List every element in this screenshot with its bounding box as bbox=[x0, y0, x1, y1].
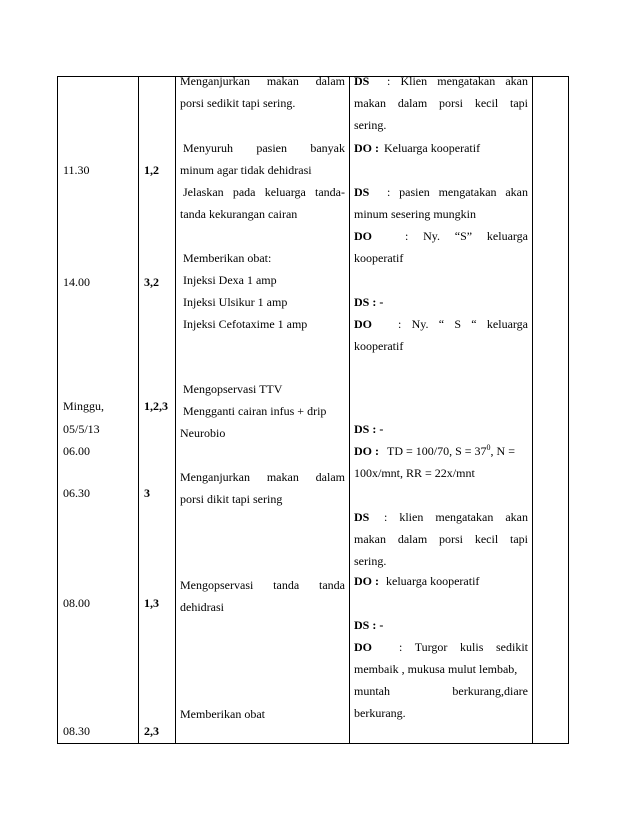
action-text: Injeksi Dexa 1 amp bbox=[183, 273, 277, 287]
ds-label: DS bbox=[354, 185, 370, 199]
action-text: porsi sedikit tapi sering. bbox=[180, 96, 296, 110]
action-text: Memberikan obat bbox=[180, 707, 265, 721]
evaluation-text: sering. bbox=[354, 554, 387, 568]
time-cell: 08.30 bbox=[63, 724, 90, 738]
evaluation-text: : Ny. “ S “ keluarga bbox=[398, 317, 528, 331]
do-label: DO bbox=[354, 229, 372, 243]
action-text: Menganjurkan makan dalam bbox=[180, 470, 345, 484]
evaluation-text: : Klien mengatakan akan bbox=[387, 74, 528, 88]
diagnosis-number: 3,2 bbox=[144, 275, 159, 289]
do-label: DO : bbox=[354, 444, 379, 458]
diagnosis-number: 3 bbox=[144, 486, 150, 500]
evaluation-text: berkurang. bbox=[354, 706, 406, 720]
column-divider bbox=[349, 77, 350, 743]
evaluation-text: kooperatif bbox=[354, 251, 404, 265]
evaluation-text: Keluarga kooperatif bbox=[384, 141, 481, 155]
diagnosis-number: 1,3 bbox=[144, 596, 159, 610]
column-divider bbox=[175, 77, 176, 743]
evaluation-text: muntah berkurang,diare bbox=[354, 684, 528, 698]
evaluation-text: 100x/mnt, RR = 22x/mnt bbox=[354, 466, 475, 480]
evaluation-text: keluarga kooperatif bbox=[386, 574, 480, 588]
action-text: minum agar tidak dehidrasi bbox=[180, 163, 312, 177]
action-text: Injeksi Ulsikur 1 amp bbox=[183, 295, 288, 309]
time-cell: 06.00 bbox=[63, 444, 90, 458]
do-label: DO : bbox=[354, 574, 379, 588]
action-text: Jelaskan pada keluarga tanda- bbox=[183, 185, 345, 199]
action-text: Injeksi Cefotaxime 1 amp bbox=[183, 317, 308, 331]
diagnosis-number: 2,3 bbox=[144, 724, 159, 738]
action-text: porsi dikit tapi sering bbox=[180, 492, 283, 506]
evaluation-text: sering. bbox=[354, 118, 387, 132]
diagnosis-number: 1,2 bbox=[144, 163, 159, 177]
evaluation-text: minum sesering mungkin bbox=[354, 207, 476, 221]
evaluation-text: : Turgor kulis sedikit bbox=[399, 640, 528, 654]
evaluation-text: TD = 100/70, $S = 37^0$, N = bbox=[387, 443, 515, 458]
action-text: Memberikan obat: bbox=[183, 251, 272, 265]
time-cell: 08.00 bbox=[63, 596, 90, 610]
time-cell: 06.30 bbox=[63, 486, 90, 500]
day-cell: Minggu, bbox=[63, 399, 105, 413]
ds-label: DS bbox=[354, 510, 370, 524]
action-text: Menganjurkan makan dalam bbox=[180, 74, 345, 88]
action-text: Mengganti cairan infus + drip bbox=[183, 404, 327, 418]
ds-label: DS : - bbox=[354, 618, 384, 632]
column-divider bbox=[138, 77, 139, 743]
action-text: tanda kekurangan cairan bbox=[180, 207, 298, 221]
diagnosis-number: 1,2,3 bbox=[144, 399, 168, 413]
do-label: DO bbox=[354, 317, 372, 331]
do-label: DO : bbox=[354, 141, 379, 155]
date-cell: 05/5/13 bbox=[63, 422, 100, 436]
evaluation-text: makan dalam porsi kecil tapi bbox=[354, 532, 528, 546]
evaluation-text: kooperatif bbox=[354, 339, 404, 353]
evaluation-text: : pasien mengatakan akan bbox=[387, 185, 528, 199]
action-text: Mengopservasi TTV bbox=[183, 382, 283, 396]
do-label: DO bbox=[354, 640, 372, 654]
evaluation-text: makan dalam porsi kecil tapi bbox=[354, 96, 528, 110]
ds-label: DS : - bbox=[354, 295, 384, 309]
ds-label: DS bbox=[354, 74, 370, 88]
ds-label: DS : - bbox=[354, 422, 384, 436]
time-cell: 14.00 bbox=[63, 275, 90, 289]
action-text: dehidrasi bbox=[180, 600, 224, 614]
column-divider bbox=[532, 77, 533, 743]
action-text: Menyuruh pasien banyak bbox=[183, 141, 345, 155]
time-cell: 11.30 bbox=[63, 163, 90, 177]
action-text: Neurobio bbox=[180, 426, 226, 440]
evaluation-text: : Ny. “S” keluarga bbox=[405, 229, 528, 243]
evaluation-text: membaik , mukusa mulut lembab, bbox=[354, 662, 518, 676]
evaluation-text: : klien mengatakan akan bbox=[384, 510, 528, 524]
action-text: Mengopservasi tanda tanda bbox=[180, 578, 345, 592]
